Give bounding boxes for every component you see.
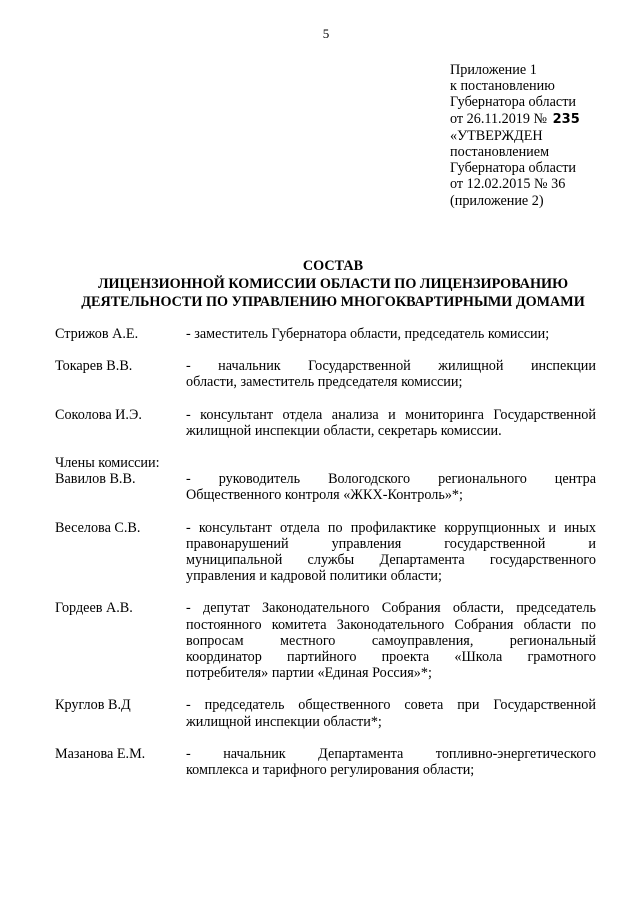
member-role-line: - заместитель Губернатора области, председатель комиссии; xyxy=(186,326,550,342)
approved-line: «УТВЕРЖДЕН xyxy=(450,127,543,144)
member-role xyxy=(186,697,596,729)
title-line: ЛИЦЕНЗИОННОЙ КОМИССИИ ОБЛАСТИ ПО ЛИЦЕНЗИРОВАНИЮ xyxy=(97,276,569,292)
title-line: ДЕЯТЕЛЬНОСТИ ПО УПРАВЛЕНИЮ МНОГОКВАРТИРНЫМИ ДОМАМИ xyxy=(81,294,585,310)
member-row xyxy=(55,746,596,778)
member-name: Круглов В.Д xyxy=(55,697,131,714)
member-row xyxy=(55,407,596,439)
member-role-line: жилищной инспекции области*; xyxy=(186,713,382,730)
member-role-line: управления и кадровой политики области; xyxy=(186,568,442,585)
member-role-line: координатор партийного проекта «Школа грамотного xyxy=(186,649,596,666)
member-role xyxy=(186,600,596,681)
member-name: Вавилов В.В. xyxy=(55,471,136,488)
member-row xyxy=(55,520,596,585)
commission-list xyxy=(55,326,596,794)
approved-line: Губернатора области xyxy=(450,160,576,177)
member-role-line: Общественного контроля «ЖКХ-Контроль»*; xyxy=(186,487,463,504)
member-role-line: - консультант отдела анализа и мониторинга Государственной xyxy=(186,406,596,423)
appendix-decree-date xyxy=(450,111,630,128)
member-name: Веселова С.В. xyxy=(55,519,141,536)
page-number: 5 xyxy=(322,26,330,41)
appendix-line: от 26.11.2019 № xyxy=(450,110,548,127)
member-name: Соколова И.Э. xyxy=(55,406,142,423)
member-role-line: правонарушений управления государственной и xyxy=(186,535,596,552)
approved-line: постановлением xyxy=(450,144,550,161)
member-row xyxy=(55,471,596,503)
document-title xyxy=(40,257,626,311)
appendix-line: к постановлению xyxy=(450,78,555,95)
member-role xyxy=(186,746,596,778)
members-list xyxy=(55,471,596,778)
member-role-line: муниципальной службы Департамента государственного xyxy=(186,552,596,569)
member-role-line: области, заместитель председателя комиссии; xyxy=(186,374,463,391)
appendix-block xyxy=(450,62,630,209)
member-name: Мазанова Е.М. xyxy=(55,745,146,762)
member-name: Гордеев А.В. xyxy=(55,600,133,617)
member-role-line: - консультант отдела по профилактике коррупционных и иных xyxy=(186,519,596,536)
member-role-line: - начальник Государственной жилищной инспекции xyxy=(186,358,596,375)
member-row xyxy=(55,358,596,390)
appendix-line: Губернатора области xyxy=(450,94,576,111)
member-role xyxy=(186,471,596,503)
member-role-line: - руководитель Вологодского регионального центра xyxy=(186,471,596,488)
leadership-list xyxy=(55,326,596,439)
member-name: Стрижов А.Е. xyxy=(55,326,139,342)
member-role-line: - председатель общественного совета при Государственной xyxy=(186,697,596,714)
member-role-line: комплекса и тарифного регулирования области; xyxy=(186,762,475,779)
approved-line: от 12.02.2015 № 36 xyxy=(450,176,566,193)
member-row xyxy=(55,697,596,729)
approved-line: (приложение 2) xyxy=(450,192,544,209)
member-role xyxy=(186,407,596,439)
member-row xyxy=(55,600,596,681)
member-role xyxy=(186,358,596,390)
member-role-line: постоянного комитета Законодательного Собрания области по xyxy=(186,616,596,633)
member-role-line: вопросам местного самоуправления, региональный xyxy=(186,632,596,649)
member-row xyxy=(55,326,596,342)
member-role xyxy=(186,326,596,342)
member-role-line: потребителя» партии «Единая Россия»*; xyxy=(186,665,432,682)
member-role-line: жилищной инспекции области, секретарь комиссии. xyxy=(186,422,502,439)
member-role-line: - начальник Департамента топливно-энергетического xyxy=(186,745,596,762)
member-name: Токарев В.В. xyxy=(55,358,133,375)
member-role-line: - депутат Законодательного Собрания области, председатель xyxy=(186,600,596,617)
appendix-line: Приложение 1 xyxy=(450,62,537,78)
title-line: СОСТАВ xyxy=(302,258,364,274)
member-role xyxy=(186,520,596,585)
members-label: Члены комиссии: xyxy=(55,455,160,472)
handwritten-decree-number: 235 xyxy=(552,111,580,127)
